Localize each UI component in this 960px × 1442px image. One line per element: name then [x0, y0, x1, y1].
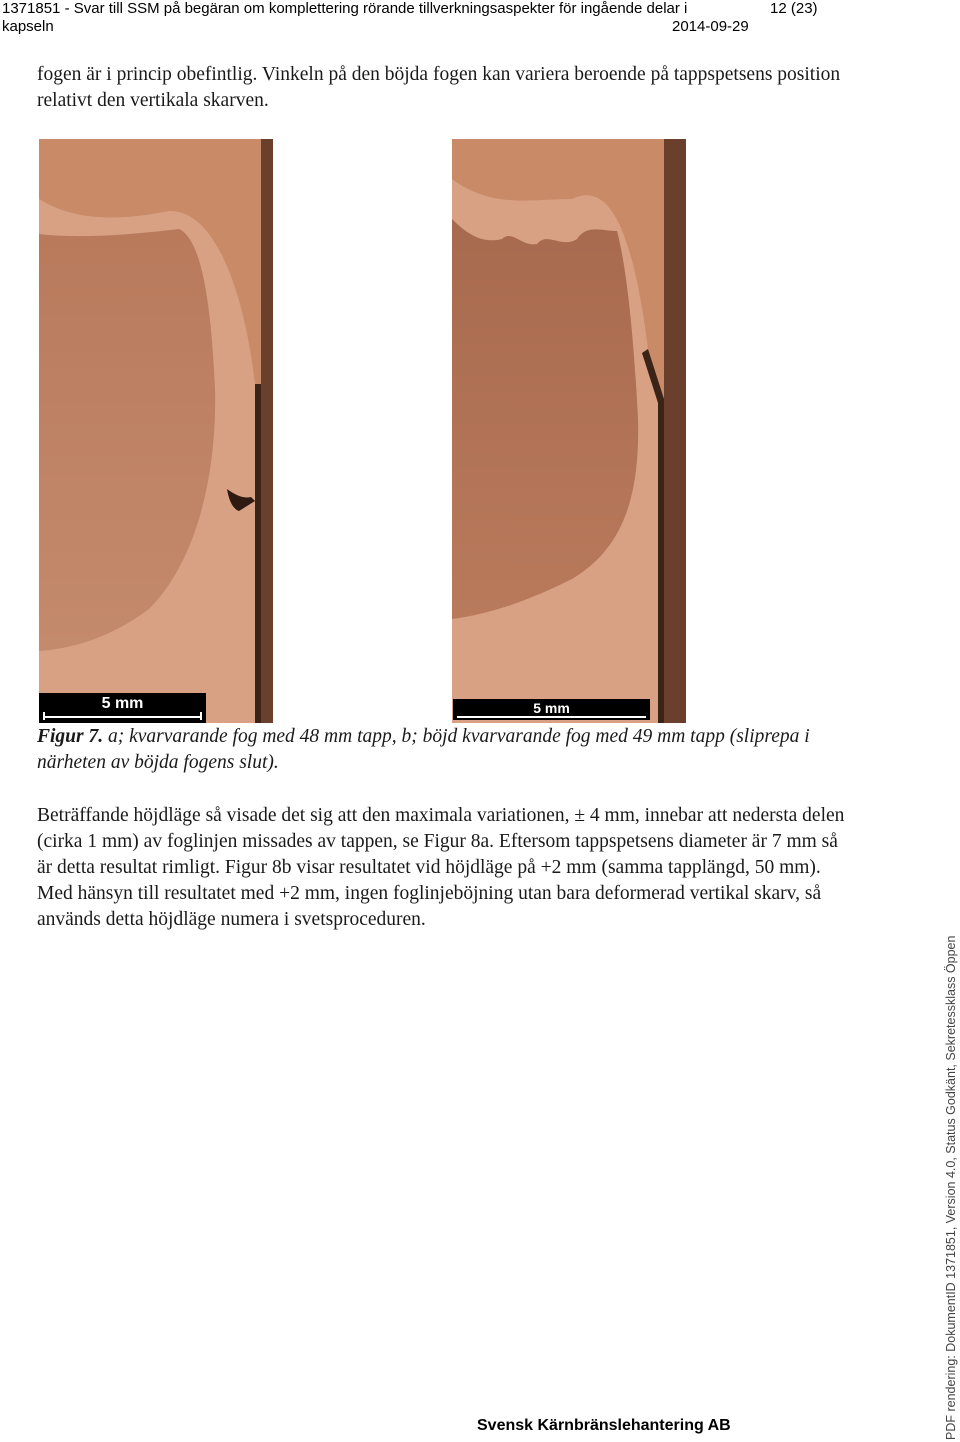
- weld-micrograph-a: [39, 139, 273, 723]
- scale-label-b: 5 mm: [533, 700, 570, 716]
- scale-tick-right-a: [200, 712, 202, 720]
- scale-tick-left-a: [43, 712, 45, 720]
- scale-rule-a: [43, 716, 202, 718]
- weld-micrograph-b: [452, 139, 686, 723]
- scale-bar-a: [39, 693, 206, 723]
- header-date: 2014-09-29: [672, 18, 749, 35]
- scale-rule-b: [457, 716, 646, 718]
- figure-caption-lead: Figur 7.: [37, 726, 104, 747]
- header-title: 1371851 - Svar till SSM på begäran om komplettering rörande tillverkningsaspekter för ingående delar i: [2, 0, 688, 17]
- footer-company: Svensk Kärnbränslehantering AB: [477, 1417, 731, 1434]
- figure-caption-text: a; kvarvarande fog med 48 mm tapp, b; böjd kvarvarande fog med 49 mm tapp (sliprepa i närheten av böjda fogens slut).: [37, 726, 810, 773]
- intro-paragraph: fogen är i princip obefintlig. Vinkeln på den böjda fogen kan variera beroende på tappspetsens position relativt den vertikala skarven.: [37, 64, 841, 111]
- figure-caption: [37, 724, 857, 776]
- page-number: 12 (23): [770, 0, 818, 17]
- rendering-side-note: PDF rendering: DokumentID 1371851, Version 4.0, Status Godkänt, Sekretessklass Öppen: [944, 935, 958, 1440]
- scale-bar-b: [453, 699, 650, 720]
- scale-label-a: 5 mm: [101, 695, 144, 712]
- header-title-continued: kapseln: [2, 18, 54, 35]
- body-paragraph: Beträffande höjdläge så visade det sig att den maximala variationen, ± 4 mm, innebar att nedersta delen (cirka 1 mm) av foglinjen missades av tappen, se Figur 8a. Eftersom tappspetsens diameter är 7 mm så är detta resultat rimligt. Figur 8b visar resultatet vid höjdläge på +2 mm (samma tapplängd, 50 mm). Med hänsyn till resultatet med +2 mm, ingen foglinjeböjning utan bara deformerad vertikal skarv, så används detta höjdläge numera i svetsproceduren.: [37, 805, 845, 930]
